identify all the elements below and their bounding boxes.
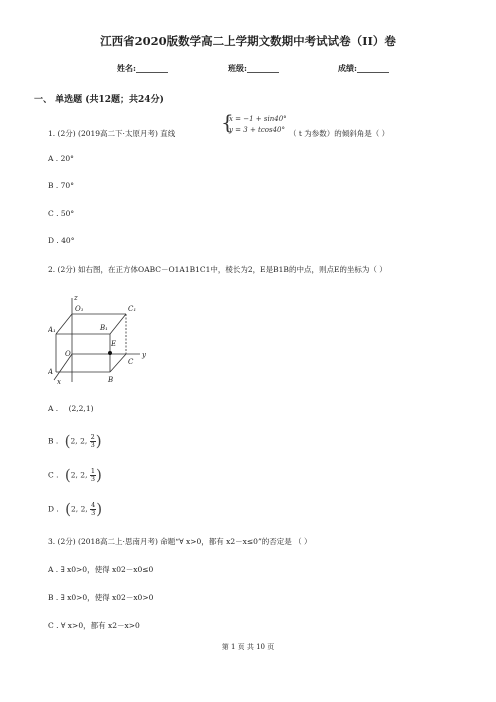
page-footer: 第 1 页 共 10 页 [221, 643, 275, 651]
q2-option-d[interactable] [48, 500, 102, 518]
label-z: z [74, 294, 78, 302]
label-y: y [142, 351, 146, 359]
q2-option-b-prefix: 2, 2, [70, 436, 88, 446]
label-a1: A₁ [48, 326, 56, 334]
q1-option-c[interactable]: C . 50° [48, 209, 75, 218]
q2-option-c-label: C . [48, 470, 59, 480]
q2-option-b[interactable] [48, 432, 102, 450]
paren-open: ( [65, 500, 72, 518]
point-e [108, 351, 112, 355]
q2-option-b-label: B . [48, 436, 59, 446]
q1-option-d[interactable]: D . 40° [48, 236, 75, 245]
q2-option-a[interactable] [48, 404, 94, 413]
q2-option-d-prefix: 2, 2, [71, 504, 88, 514]
question-1-suffix: （ t 为参数）的倾斜角是（ ） [289, 129, 390, 138]
fraction-numerator: 1 [90, 466, 95, 475]
label-a: A [48, 368, 54, 376]
label-o: O [65, 350, 71, 358]
q2-option-a-label: A . [48, 404, 59, 413]
score-field: 成绩:________ [338, 63, 389, 73]
q3-option-c[interactable]: C . ∀ x>0，都有 x2－x>0 [48, 621, 140, 630]
fraction-denominator: 3 [91, 508, 96, 517]
name-field: 姓名:________ [117, 63, 168, 73]
class-field: 班级:________ [228, 63, 279, 73]
q2-option-c[interactable] [48, 466, 102, 484]
label-c1: C₁ [128, 305, 137, 313]
brace-symbol: { [221, 110, 234, 134]
label-x: x [57, 378, 61, 386]
question-2-text: 2. (2分) 如右图，在正方体OABC－O1A1B1C1中，棱长为2，E是B1B的中点，则点E的坐标为（ ） [48, 265, 387, 274]
page-title: 江西省2020版数学高二上学期文数期中考试试卷（II）卷 [100, 34, 396, 48]
fraction-denominator: 3 [90, 440, 95, 449]
q2-option-a-value: (2,2,1) [68, 404, 94, 413]
label-e: E [111, 340, 117, 348]
label-c: C [128, 358, 134, 366]
paren-close: ) [96, 466, 102, 484]
question-3-text: 3. (2分) (2018高二上·思南月考) 命题“∀ x>0，都有 x2－x≤0”的否定是 （ ） [48, 537, 312, 546]
label-o1: O₁ [75, 305, 84, 313]
q2-option-c-prefix: 2, 2, [70, 470, 88, 480]
q1-option-b[interactable]: B . 70° [48, 181, 74, 190]
paren-close: ) [96, 500, 103, 518]
label-b: B [108, 376, 114, 384]
q3-option-a[interactable]: A . ∃ x0>0，使得 x02－x0≤0 [48, 565, 154, 574]
paren-open: ( [64, 466, 71, 484]
q1-equation-x: x = −1 + sin40° [229, 115, 287, 123]
q1-option-a[interactable]: A . 20° [48, 154, 74, 163]
cube-figure [48, 292, 158, 387]
section-heading: 一、 单选题 (共12题；共24分) [34, 95, 164, 105]
q1-equation-y: y = 3 + tcos40° [229, 126, 285, 134]
q3-option-b[interactable]: B . ∃ x0>0，使得 x02－x0>0 [48, 593, 154, 602]
q2-option-d-label: D . [48, 504, 59, 514]
paren-open: ( [64, 432, 71, 450]
paren-close: ) [95, 432, 102, 450]
fraction-numerator: 2 [90, 432, 95, 441]
label-b1: B₁ [100, 324, 108, 332]
question-1-prefix: 1. (2分) (2019高二下·太原月考) 直线 [48, 129, 176, 138]
fraction-numerator: 4 [91, 500, 96, 509]
fraction-denominator: 3 [90, 474, 95, 483]
